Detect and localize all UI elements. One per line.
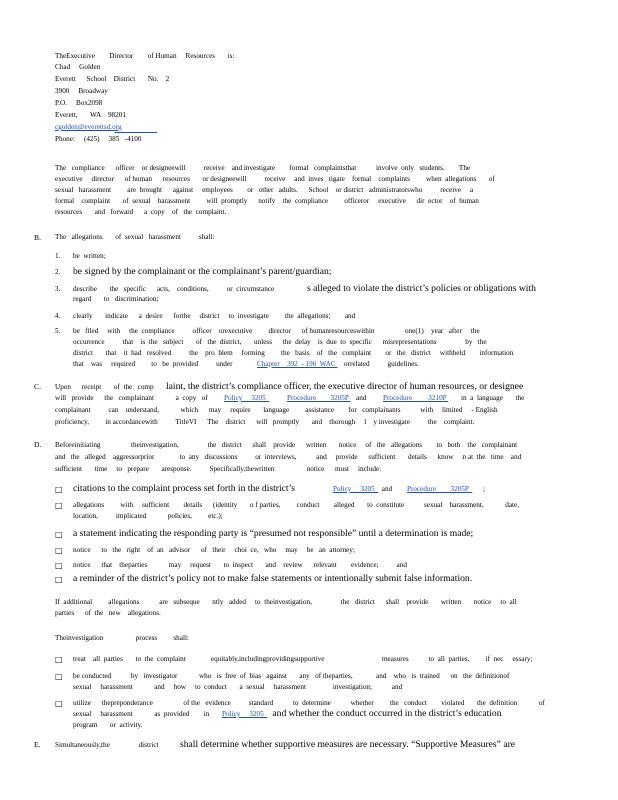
section-c-line-3: complainant can understand, which may require language assistance for complainants with limited - English xyxy=(55,406,498,414)
section-b-item-3-body: s alleged to violate the district’s policies or obligations with xyxy=(307,283,536,294)
chapter-392-190-wac-link[interactable]: Chapter 392 - 190 WAC xyxy=(257,360,338,368)
notice-item-semicolon: ; xyxy=(483,485,485,493)
section-b-item-5-line: district that it had resolved the pro blem forming the basis of the complaint or the district withheld information xyxy=(73,349,514,357)
section-c-line-2c: in a language the xyxy=(461,394,525,402)
contact-org: Everett School District No. 2 xyxy=(55,75,170,83)
section-b-item-5-line: that was required to be provided under xyxy=(73,360,233,368)
list-number: 5. xyxy=(55,327,61,335)
process-item-standard-big: and whether the conduct occurred in the district’s education xyxy=(270,708,502,719)
section-b-heading: The allegations of sexual harassment shall: xyxy=(55,233,215,241)
section-d-label: D. xyxy=(34,440,42,449)
notice-item-reminder: a reminder of the district’s policy not to make false statements or intentionally submit false information. xyxy=(73,573,473,584)
procedure-3205p-link[interactable]: Procedure 3205P xyxy=(287,394,351,402)
section-b-item-3-end: regard to discrimination; xyxy=(73,295,159,303)
list-number: 1. xyxy=(55,252,61,260)
section-e-line-start: Simultaneously,the district xyxy=(55,741,159,749)
intro-line: The compliance officer or designeewill receive and investigate formal complaintsthat involve only students. The xyxy=(55,164,471,172)
checkbox-bullet-icon: □ xyxy=(55,501,63,510)
checkbox-bullet-icon: □ xyxy=(55,485,63,494)
investigation-process-heading: Theinvestigation process shall: xyxy=(55,634,189,642)
notice-item-allegations: allegations with sufficient details (identity o f parties, conduct alleged to constitute sexual harassment, date, xyxy=(73,501,520,509)
section-d-line: sufficient time to prepare aresponse. Specifically,thewritten notice must include: xyxy=(55,465,382,473)
process-item-standard: utilize thepreponderance of the evidence standard to determine whether the conduct violated the definition of xyxy=(73,699,545,707)
notice-item-presumption: a statement indicating the responding party is “presumed not responsible” until a determination is made; xyxy=(73,528,474,539)
section-b-label: B. xyxy=(34,233,41,242)
checkbox-bullet-icon: □ xyxy=(55,575,63,584)
section-e-line-big: shall determine whether supportive measures are necessary. “Supportive Measures” are xyxy=(180,739,516,750)
list-number: 2. xyxy=(55,268,61,276)
policy-3205-link[interactable]: Policy 3205 xyxy=(224,394,270,402)
procedure-3205p-link[interactable]: Procedure 3205P xyxy=(407,485,473,493)
checkbox-bullet-icon: □ xyxy=(55,699,63,708)
contact-name: Chad Golden xyxy=(55,63,101,71)
process-item-standard-cont: sexual harassment as provided in xyxy=(73,710,212,718)
section-b-item-3-start: describe the specific acts, conditions, or circumstance xyxy=(73,285,275,293)
policy-3205-link[interactable]: Policy 3205 xyxy=(222,710,268,718)
section-c-line-4: proficiency, in accordancewith TitleVI The district will promptly and thorough l y investigate the complaint. xyxy=(55,418,475,426)
section-c-line-2a: will provide the complainant a copy of xyxy=(55,394,208,402)
contact-pobox: P.O. Box2098 xyxy=(55,99,103,107)
process-item-investigator-cont: sexual harassment and how to conduct a sexual harassment investigation; and xyxy=(73,683,403,691)
procedure-3210p-link[interactable]: Procedure 3210P xyxy=(383,394,449,402)
section-c-line-big: laint, the district’s compliance officer, the executive director of human resources, or designee xyxy=(166,381,524,392)
notice-item-citations: citations to the complaint process set forth in the district’s xyxy=(73,483,295,494)
section-e-label: E. xyxy=(34,740,41,749)
list-number: 3. xyxy=(55,285,61,293)
contact-email-link[interactable]: cgolden@everettsd.org xyxy=(55,123,122,131)
section-c-line-start: Upon receipt of the comp xyxy=(55,383,154,391)
checkbox-bullet-icon: □ xyxy=(55,655,63,664)
list-number: 4. xyxy=(55,312,61,320)
checkbox-bullet-icon: □ xyxy=(55,530,63,539)
notice-item-allegations-cont: location, implicated policies, etc.); xyxy=(73,512,223,520)
section-d-line: and the alleged aggressorprior to any discussions or interviews, and provide sufficient details know n at the time and xyxy=(55,453,522,461)
notice-item-evidence: notice that theparties may request to inspect and review relevant evidence; and xyxy=(73,561,407,569)
checkbox-bullet-icon: □ xyxy=(55,546,63,555)
intro-line: formal complaint of sexual harassment will promptly notify the compliance officeror executive dir ector of human xyxy=(55,197,479,205)
process-item-standard-end: program or activity. xyxy=(73,721,143,729)
section-c-label: C. xyxy=(34,382,41,391)
intro-line: executive director of human resources or designeewill receive and inves tigate formal complaints when allegations of xyxy=(55,175,495,183)
section-b-item-1: be written; xyxy=(73,252,106,260)
checkbox-bullet-icon: □ xyxy=(55,561,63,570)
additional-allegations-line-2: parties of the new allegations. xyxy=(55,609,161,617)
section-b-item-5-line: occurrence that is the subject of the district, unless the delay is due to specific misrepresentations by the xyxy=(73,338,487,346)
email-underline xyxy=(115,132,157,133)
contact-line-1: TheExecutive Director of Human Resources is: xyxy=(55,52,235,60)
contact-city: Everett, WA 98201 xyxy=(55,111,126,119)
section-d-line: Beforeinitiating theinvestigation, the district shall provide written notice of the allegations to both the complainant xyxy=(55,441,518,449)
section-b-item-5-end: orrelated guidelines. xyxy=(344,360,419,368)
section-c-and: and xyxy=(356,394,367,402)
section-b-item-5-line: be filed with the compliance officer orexecutive director of humanresourceswithin one(1) year after the xyxy=(73,327,480,335)
notice-item-and: and xyxy=(380,485,393,493)
intro-line: resources and forward a copy of the complaint. xyxy=(55,208,227,216)
notice-item-advisor: notice to the right of an advisor of their choi ce, who may be an attorney; xyxy=(73,546,355,554)
section-b-item-4: clearly indicate a desire forthe district to investigate the allegations; and xyxy=(73,312,356,320)
process-item-investigator: be conducted by investigator who is free of bias against any of theparties, and who is trained on the definitionof xyxy=(73,672,510,680)
checkbox-bullet-icon: □ xyxy=(55,672,63,681)
contact-phone: Phone: (425) 385 -4100 xyxy=(55,135,142,143)
policy-3205-link[interactable]: Policy 3205 xyxy=(333,485,379,493)
intro-line: sexual harassment are brought against employees or other adults. School or district administratorswho receive a xyxy=(55,186,474,194)
process-item-treat: treat all parties to the complaint equitably,includingprovidingsupportive measures to all parties, if nec essary; xyxy=(73,655,533,663)
additional-allegations-line: If additional allegations are subseque ntly added to theinvestigation, the district shall provide written notice to all xyxy=(55,598,517,606)
section-b-item-2: be signed by the complainant or the complainant’s parent/guardian; xyxy=(73,266,332,277)
contact-street: 3900 Broadway xyxy=(55,87,108,95)
